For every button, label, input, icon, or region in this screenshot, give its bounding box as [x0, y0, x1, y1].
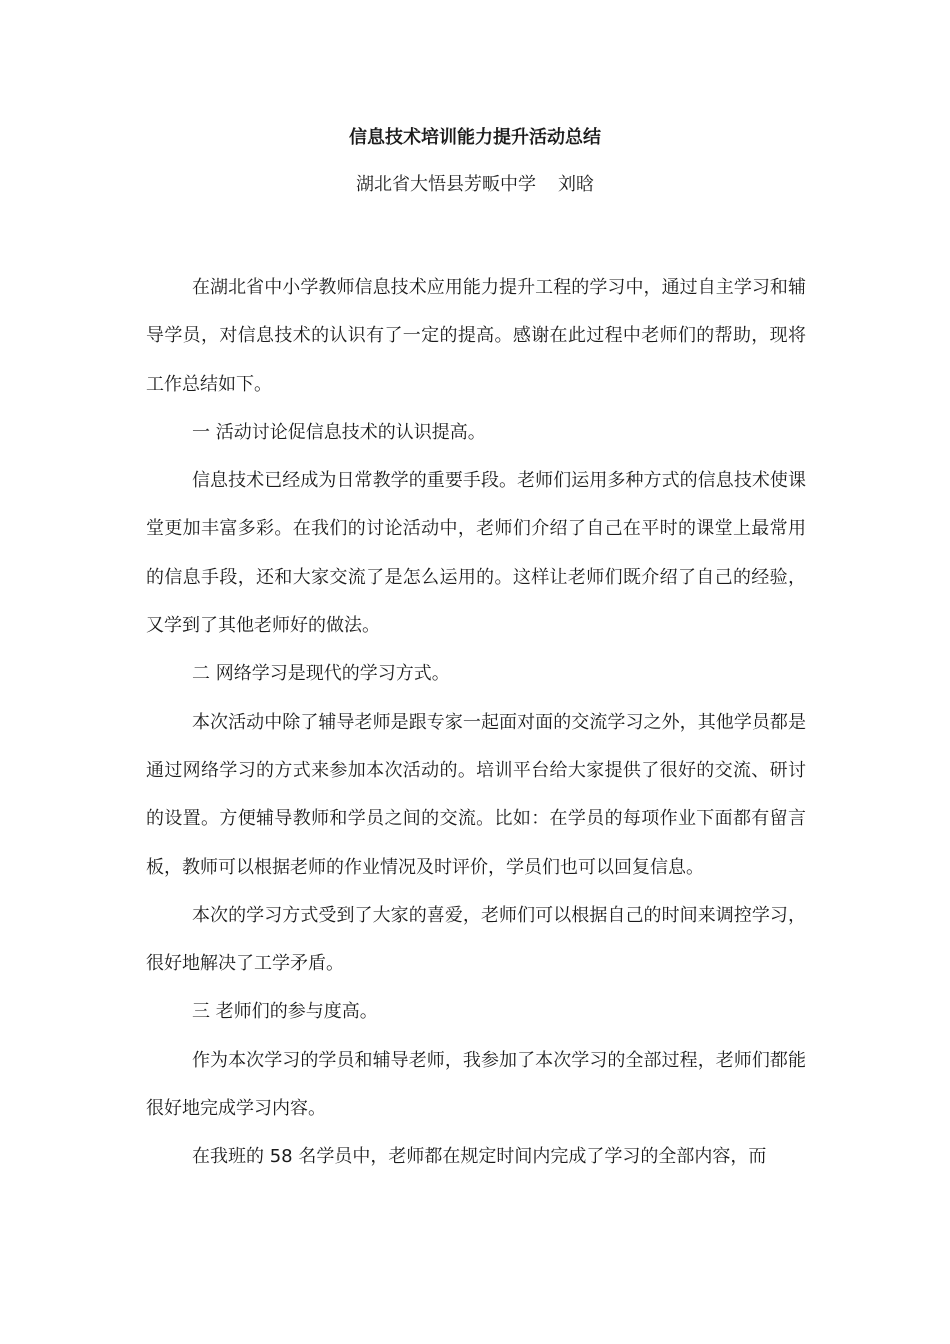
body-paragraph: 本次的学习方式受到了大家的喜爱，老师们可以根据自己的时间来调控学习，很好地解决了工学矛盾。: [146, 904, 806, 975]
body-paragraph: 本次活动中除了辅导老师是跟专家一起面对面的交流学习之外，其他学员都是通过网络学习的方式来参加本次活动的。培训平台给大家提供了很好的交流、研讨的设置。方便辅导教师和学员之间的交流。比如：在学员的每项作业下面都有留言板，教师可以根据老师的作业情况及时评价，学员们也可以回复信息。: [146, 711, 806, 878]
body-paragraph: 信息技术已经成为日常教学的重要手段。老师们运用多种方式的信息技术使课堂更加丰富多彩。在我们的讨论活动中，老师们介绍了自己在平时的课堂上最常用的信息手段，还和大家交流了是怎么运用的。这样让老师们既介绍了自己的经验，又学到了其他老师好的做法。: [146, 470, 806, 637]
author-school: 湖北省大悟县芳畈中学: [356, 174, 536, 195]
section-heading-1: 一 活动讨论促信息技术的认识提高。: [192, 421, 486, 443]
document-title: 信息技术培训能力提升活动总结: [349, 127, 601, 148]
body-paragraph: 在我班的 58 名学员中，老师都在规定时间内完成了学习的全部内容，而: [192, 1146, 767, 1168]
document-author-line: [0, 173, 950, 197]
body-paragraph: 作为本次学习的学员和辅导老师，我参加了本次学习的全部过程，老师们都能很好地完成学习内容。: [146, 1049, 806, 1120]
section-heading-3: 三 老师们的参与度高。: [192, 1001, 378, 1023]
body-paragraph: 在湖北省中小学教师信息技术应用能力提升工程的学习中，通过自主学习和辅导学员，对信息技术的认识有了一定的提高。感谢在此过程中老师们的帮助，现将工作总结如下。: [146, 277, 806, 395]
document-body: [146, 264, 806, 1182]
section-heading-2: 二 网络学习是现代的学习方式。: [192, 663, 450, 685]
author-name: 刘晗: [558, 174, 594, 195]
